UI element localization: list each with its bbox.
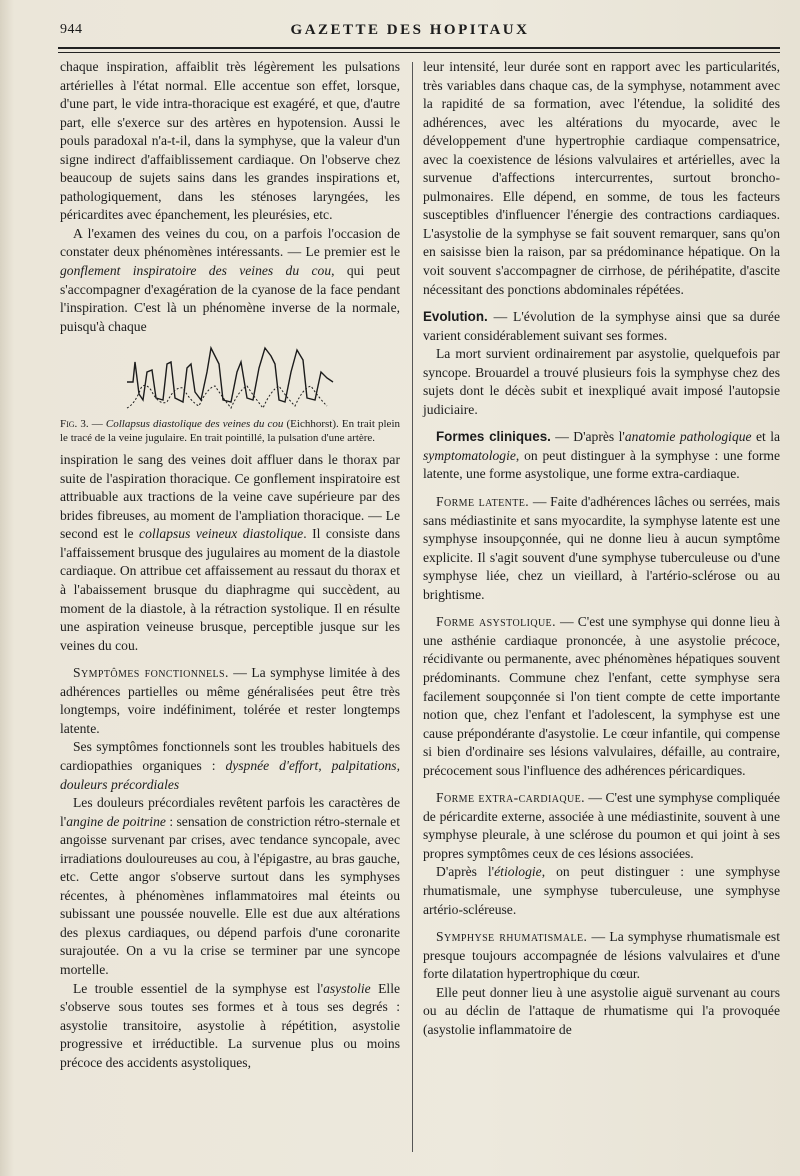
- italic-term: asystolie: [323, 980, 371, 996]
- italic-term: gonflement inspiratoire des veines du cou: [60, 263, 332, 279]
- right-column: [423, 58, 780, 1039]
- paragraph: [60, 225, 400, 336]
- paragraph: [60, 980, 400, 1073]
- text-run: , on peut distinguer à la symphyse : une forme latente, une forme asystolique, une forme extra-cardiaque.: [423, 447, 780, 482]
- text-run: D'après l': [436, 864, 495, 880]
- text-run: : sensation de constriction rétro-sternale et angoisse survenant par crises, avec tendance syncopale, avec irradiations douloureuses au cou, à l'épigastre, au bras gauche, etc. Cette angor s'observe surtout dans les symphyses récentes, à phénomènes inflammatoires mal éteints ou subissant une poussée nouvelle. Elle est due aux altérations des plexus cardiaques, ou dépend parfois d'une coronarite surajoutée. On a vu la crise se terminer par une syncope mortelle.: [60, 813, 400, 977]
- paragraph: [60, 664, 400, 738]
- italic-term: étiologie: [494, 864, 542, 880]
- text-run: , on peut distinguer : une symphyse rhumatismale, une symphyse tuberculeuse, une symphyse artério-scléreuse.: [423, 864, 781, 917]
- italic-term: dyspnée d'effort, palpitations, douleurs précordiales: [60, 757, 400, 792]
- paragraph: [60, 451, 400, 655]
- paragraph: [423, 308, 780, 345]
- italic-term: symptomatologie: [423, 447, 516, 463]
- paragraph: [423, 428, 780, 484]
- text-run: Les douleurs précordiales revêtent parfois les caractères de l': [60, 795, 400, 829]
- venous-pulse-tracing: [125, 342, 335, 414]
- left-column: [60, 58, 400, 1072]
- text-run: — Faite d'adhérences lâches ou serrées, mais sans médiastinite et sans myocardite, la symphyse latente est une symphyse insoupçonnée, qui ne donne lieu à aucun symptôme explicite. Il s'agit souvent d'une symphyse tuberculeuse ou d'une symphyse liée, chez un vieillard, à l'artério-sclérose ou au brightisme.: [423, 494, 780, 602]
- text-run: — C'est une symphyse qui donne lieu à une asthénie cardiaque prononcée, à une asystolie précoce, récidivante ou permanente, avec phénomènes hépatiques souvent prédominants. Commune chez l'enfant, cette symphyse sera facilement soupçonnée si l'on tient compte de cette importante notion que, chez l'enfant et l'adolescent, la symphyse est une cause prépondérante d'asystolie. Le cœur infantile, qui compense si bien d'ordinaire ses lésions valvulaires, défaille, au contraire, précocement sous l'influence des adhérences péricardiques.: [423, 614, 780, 778]
- header-rule-thin: [58, 52, 780, 53]
- paragraph: [423, 613, 780, 780]
- text-run: — D'après l': [550, 429, 625, 445]
- column-divider: [412, 62, 413, 1152]
- text-run: Ses symptômes fonctionnels sont les troubles habituels des cardiopathies organiques :: [60, 739, 400, 773]
- artery-pulse-trace: [127, 386, 327, 409]
- section-heading: Symptômes fonctionnels.: [73, 665, 229, 681]
- figure-caption: Fig. 3. — Collapsus diastolique des veines du cou (Eichhorst). En trait plein le tracé de la veine jugulaire. En trait pointillé, la pulsation d'une artère.: [60, 418, 400, 444]
- italic-term: anatomie pathologique: [624, 429, 752, 445]
- text-run: . Il consiste dans l'affaissement brusque des jugulaires au moment de la diastole cardiaque. On attribue cet affaissement au ressaut du thorax et à l'abaissement brusque du diaphragme qui succèdent, au moment de la diastole, à la rétraction systolique. Il en résulte une aspiration veineuse brusque, perceptible jusque sur les veines du cou.: [60, 526, 400, 653]
- figure-venous-tracing: [60, 342, 400, 414]
- page-header: [36, 20, 784, 42]
- paragraph: chaque inspiration, affaiblit très légèrement les pulsations artérielles à l'état normal. Elle accentue son effet, lorsque, d'une part, le vide intra-thoracique est exagéré, et que, d'autre part, elle s'exerce sur des artères en hypotension. Aussi le pouls paradoxal n'a-t-il, dans la symphyse, que la valeur d'un signe indirect d'affaiblissement cardiaque. On l'observe chez beaucoup de sujets sains dans les grandes inspirations et, pathologiquement, dans les sténoses laryngées, les péricardites avec épanchement, les pleurésies, etc.: [60, 59, 400, 223]
- jugular-vein-trace: [127, 348, 333, 402]
- italic-term: angine de poitrine: [66, 813, 166, 829]
- paragraph: [60, 738, 400, 794]
- italic-term: collapsus veineux diastolique: [139, 526, 304, 542]
- text-run: , qui peut s'accompagner d'exagération de la cyanose de la face pendant l'inspiration. C'est là un phénomène inverse de la normale, puisqu'à chaque: [60, 263, 400, 334]
- paragraph: Elle peut donner lieu à une asystolie aiguë survenant au cours ou au déclin de l'attaque de rhumatisme qui l'a provoquée (asystolie inflammatoire de: [423, 984, 780, 1037]
- subsection-heading: Symphyse rhumatismale.: [436, 929, 588, 945]
- text-run: — L'évolution de la symphyse ainsi que sa durée varient considérablement suivant ses formes.: [423, 309, 780, 343]
- section-heading: Evolution.: [423, 309, 488, 325]
- paragraph: [423, 928, 780, 984]
- subsection-heading: Forme latente.: [436, 494, 530, 510]
- text-run: inspiration le sang des veines doit affluer dans le thorax par suite de l'aspiration thoracique. Ce gonflement inspiratoire est attribuable aux tractions de la veine cave supérieure par des brides fibreuses, au moment de l'ampliation thoracique. — Le second est le: [60, 452, 400, 542]
- figure-caption-title: Collapsus diastolique des veines du cou: [105, 418, 284, 431]
- paragraph: [423, 863, 780, 919]
- subsection-heading: Forme extra-cardiaque.: [436, 790, 585, 806]
- text-run: — La symphyse rhumatismale est presque toujours accompagnée de lésions valvulaires et d'une forte dilatation hypertrophique du cœur.: [423, 929, 780, 982]
- paragraph: La mort survient ordinairement par asystolie, quelquefois par syncope. Brouardel a trouvé plusieurs fois la symphyse chez des sujets dont le décès subit et inexpliqué avait imposé l'autopsie judiciaire.: [423, 346, 780, 417]
- text-run: — C'est une symphyse compliquée de péricardite externe, associée à une médiastinite, souvent à une symphyse pleurale, à une sclérose du poumon et qui joint à ses propres symptômes ceux de ces lésions associées.: [423, 790, 780, 861]
- section-heading: Formes cliniques.: [436, 429, 551, 445]
- paragraph: leur intensité, leur durée sont en rapport avec les particularités, très variables dans chaque cas, de la symphyse, notamment avec la rapidité de sa formation, avec l'étendue, la solidité des adhérences, avec les altérations du myocarde, avec le développement d'une hypertrophie cardiaque compensatrice, avec la coexistence de lésions valvulaires et artérielles, avec la survenue d'affections intercurrentes, surtout broncho-pulmonaires. Elle dépend, en somme, de tous les facteurs susceptibles d'influencer l'énergie des contractions cardiaques. L'asystolie de la symphyse se fait souvent remarquer, sans qu'on en saisisse bien la raison, par sa prédominance hépatique. On la voit souvent s'accompagner de cirrhose, de périhépatite, d'ascite nécessitant des ponctions abdominales répétées.: [423, 59, 780, 297]
- paragraph: [60, 794, 400, 979]
- text-run: Le trouble essentiel de la symphyse est l': [73, 980, 324, 996]
- paragraph: [423, 789, 780, 863]
- journal-title: GAZETTE DES HOPITAUX: [290, 22, 530, 38]
- subsection-heading: Forme asystolique.: [436, 614, 556, 630]
- figure-caption-text: (Eichhorst). En trait plein le tracé de la veine jugulaire. En trait pointillé, la pulsation d'une artère.: [60, 418, 400, 444]
- text-run: Elle s'observe sous toutes ses formes et à tous ses degrés : asystolie transitoire, asystolie à répétition, asystolie progressive et irréductible. La survenue plus ou moins précoce des accidents asystoliques,: [60, 980, 401, 1070]
- text-run: et la: [751, 429, 781, 445]
- text-run: — La symphyse limitée à des adhérences partielles ou même généralisées peut être très longtemps, voire indéfiniment, tolérée et rester longtemps latente.: [60, 665, 400, 736]
- text-run: A l'examen des veines du cou, on a parfois l'occasion de constater deux phénomènes intéressants. — Le premier est le: [60, 225, 400, 260]
- page-number: 944: [60, 22, 83, 37]
- paragraph: [423, 493, 780, 604]
- header-rule-thick: [58, 47, 780, 49]
- figure-label: Fig. 3.: [60, 418, 89, 431]
